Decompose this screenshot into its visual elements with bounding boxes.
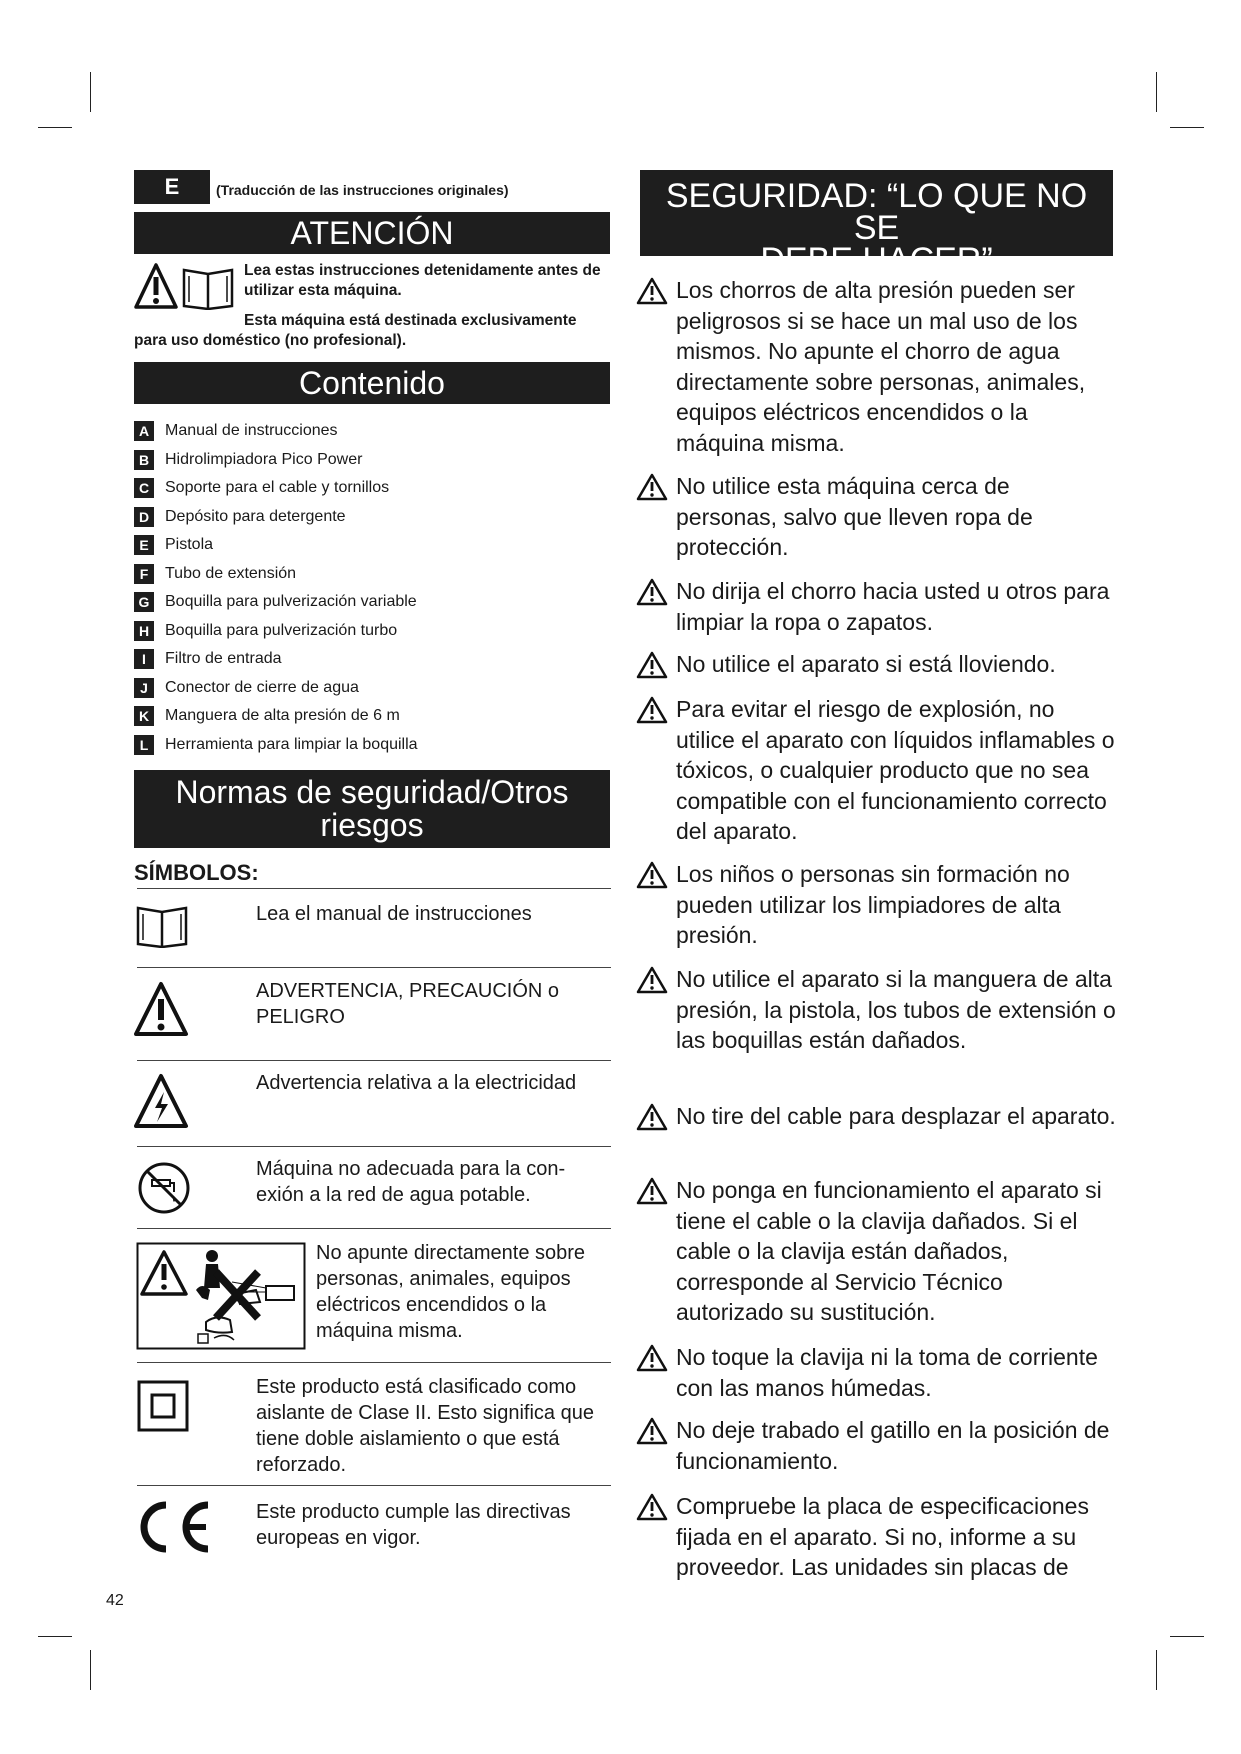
divider — [137, 1146, 611, 1147]
list-item — [134, 731, 610, 760]
item-label: Soporte para el cable y tornillos — [165, 479, 390, 497]
normas-heading — [134, 770, 610, 848]
simbolos-title: SÍMBOLOS: — [134, 860, 259, 885]
safety-rule-text: No utilice esta máquina cerca de personas, salvo que lleven ropa de protección. — [676, 473, 1033, 560]
item-key: C — [134, 478, 154, 498]
item-key: A — [134, 421, 154, 441]
item-key: H — [134, 621, 154, 641]
language-tag: E — [134, 170, 210, 204]
no-potable-water-icon — [136, 1160, 192, 1221]
seguridad-heading-line1: SEGURIDAD: “LO QUE NO SE — [665, 177, 1088, 247]
contents-list — [134, 417, 610, 759]
item-key: E — [134, 535, 154, 555]
symbol-text: No apunte directamente sobre personas, animales, equipos eléctricos encendidos o la máquina misma. — [316, 1242, 586, 1342]
safety-rule-text: No utilice el aparato si está lloviendo. — [676, 651, 1056, 677]
crop-mark — [1156, 72, 1157, 112]
safety-rule-text: No toque la clavija ni la toma de corriente con las manos húmedas. — [676, 1344, 1098, 1401]
safety-rule — [636, 1175, 1116, 1328]
list-item — [134, 446, 610, 475]
list-item — [134, 531, 610, 560]
warning-icon — [636, 649, 676, 684]
divider — [137, 1060, 611, 1061]
safety-rule — [636, 694, 1116, 847]
item-key: B — [134, 450, 154, 470]
item-label: Boquilla para pulverización variable — [165, 593, 417, 611]
item-key: I — [134, 649, 154, 669]
safety-rule — [636, 471, 1116, 563]
safety-rule-text: No dirija el chorro hacia usted u otros para limpiar la ropa o zapatos. — [676, 578, 1110, 635]
symbol-text: Lea el manual de instrucciones — [256, 903, 532, 925]
divider — [137, 1228, 611, 1229]
normas-heading-line1: Normas de seguridad/Otros — [175, 774, 569, 810]
crop-mark — [90, 1650, 91, 1690]
warning-icon — [636, 471, 676, 563]
list-item — [134, 702, 610, 731]
safety-rule — [636, 275, 1116, 458]
item-key: G — [134, 592, 154, 612]
item-label: Hidrolimpiadora Pico Power — [165, 450, 363, 468]
safety-rule — [636, 576, 1116, 637]
list-item — [134, 674, 610, 703]
item-key: J — [134, 678, 154, 698]
item-key: K — [134, 706, 154, 726]
contenido-heading: Contenido — [134, 362, 610, 404]
warning-icon — [636, 964, 676, 1056]
translation-note: (Traducción de las instrucciones originales) — [216, 182, 509, 198]
divider — [137, 967, 611, 968]
warning-icon — [636, 859, 676, 951]
symbol-text: ADVERTENCIA, PRECAUCIÓN o PELIGRO — [256, 980, 560, 1028]
warning-icon — [636, 1175, 676, 1328]
warning-icon — [636, 1415, 676, 1476]
crop-mark — [38, 1636, 72, 1637]
list-item — [134, 645, 610, 674]
list-item — [134, 588, 610, 617]
warning-icon — [636, 1342, 676, 1403]
symbol-text: Máquina no adecuada para la con-exión a la red de agua potable. — [256, 1158, 566, 1206]
item-label: Depósito para detergente — [165, 507, 346, 525]
safety-rule — [636, 649, 1116, 684]
atencion-domestic-use-line2: para uso doméstico (no profesional). — [134, 332, 407, 349]
list-item — [134, 417, 610, 446]
item-label: Pistola — [165, 536, 214, 554]
safety-rule-text: No ponga en funcionamiento el aparato si tiene el cable o la clavija dañados. Si el cable o la clavija están dañados, corresponde al Servicio Técnico autorizado su sustitución. — [676, 1177, 1102, 1325]
item-key: F — [134, 564, 154, 584]
atencion-domestic-use-line1: Esta máquina está destinada exclusivamente — [244, 312, 577, 329]
warning-icon — [636, 1101, 676, 1136]
class-ii-icon — [137, 1380, 189, 1437]
warning-icon — [636, 694, 676, 847]
do-not-spray-people-icon — [136, 1242, 306, 1355]
divider — [137, 888, 611, 889]
divider — [137, 1362, 611, 1363]
symbol-text: Este producto cumple las directivas europeas en vigor. — [256, 1501, 571, 1549]
warning-icon — [636, 275, 676, 458]
list-item — [134, 474, 610, 503]
item-label: Manguera de alta presión de 6 m — [165, 707, 400, 725]
safety-rule — [636, 1342, 1116, 1403]
safety-rule — [636, 1491, 1116, 1583]
crop-mark — [1156, 1650, 1157, 1690]
safety-rule-text: Compruebe la placa de especificaciones fijada en el aparato. Si no, informe a su proveedor. Las unidades sin placas de — [676, 1493, 1089, 1580]
atencion-read-instructions: Lea estas instrucciones detenidamente antes de utilizar esta máquina. — [244, 262, 601, 299]
item-label: Conector de cierre de agua — [165, 678, 359, 696]
crop-mark — [1170, 1636, 1204, 1637]
item-key: D — [134, 507, 154, 527]
safety-rule — [636, 1101, 1116, 1136]
safety-rule-text: No utilice el aparato si la manguera de alta presión, la pistola, los tubos de extensión o las boquillas están dañados. — [676, 966, 1116, 1053]
safety-rule — [636, 964, 1116, 1056]
item-label: Tubo de extensión — [165, 564, 297, 582]
seguridad-heading — [640, 170, 1113, 279]
warning-triangle-icon — [133, 980, 189, 1043]
warning-and-manual-icon — [134, 262, 238, 310]
item-key: L — [134, 735, 154, 755]
crop-mark — [90, 72, 91, 112]
page-number: 42 — [106, 1592, 124, 1609]
manual-book-icon — [136, 902, 188, 953]
symbol-text: Advertencia relativa a la electricidad — [256, 1072, 577, 1094]
safety-rule-text: No deje trabado el gatillo en la posición de funcionamiento. — [676, 1417, 1110, 1474]
seguridad-heading-line2: DEBE HACER” — [760, 241, 993, 279]
safety-rule — [636, 1415, 1116, 1476]
safety-rule — [636, 859, 1116, 951]
divider — [137, 1485, 611, 1486]
list-item — [134, 503, 610, 532]
attention-icons — [134, 262, 238, 310]
ce-mark-icon — [134, 1499, 214, 1560]
safety-rule-text: No tire del cable para desplazar el aparato. — [676, 1103, 1116, 1129]
crop-mark — [38, 127, 72, 128]
safety-rule-text: Los chorros de alta presión pueden ser peligrosos si se hace un mal uso de los mismos. No apunte el chorro de agua directamente sobre personas, animales, equipos eléctricos encendidos o la máquina misma. — [676, 277, 1086, 456]
safety-rule-text: Para evitar el riesgo de explosión, no utilice el aparato con líquidos inflamables o tóxicos, o cualquier producto que no sea compatible con el funcionamiento correcto del aparato. — [676, 696, 1115, 844]
atencion-heading: ATENCIÓN — [134, 212, 610, 254]
list-item — [134, 617, 610, 646]
item-label: Boquilla para pulverización turbo — [165, 621, 398, 639]
safety-rule-text: Los niños o personas sin formación no pueden utilizar los limpiadores de alta presión. — [676, 861, 1070, 948]
item-label: Filtro de entrada — [165, 650, 282, 668]
symbol-text: Este producto está clasificado como aislante de Clase II. Esto significa que tiene doble aislamiento o que está reforzado. — [256, 1376, 594, 1476]
item-label: Manual de instrucciones — [165, 422, 338, 440]
atencion-domestic-use — [134, 311, 610, 351]
crop-mark — [1170, 127, 1204, 128]
list-item — [134, 560, 610, 589]
electricity-warning-icon — [133, 1072, 189, 1135]
warning-icon — [636, 1491, 676, 1583]
warning-icon — [636, 576, 676, 637]
item-label: Herramienta para limpiar la boquilla — [165, 735, 418, 753]
normas-heading-line2: riesgos — [320, 807, 424, 843]
